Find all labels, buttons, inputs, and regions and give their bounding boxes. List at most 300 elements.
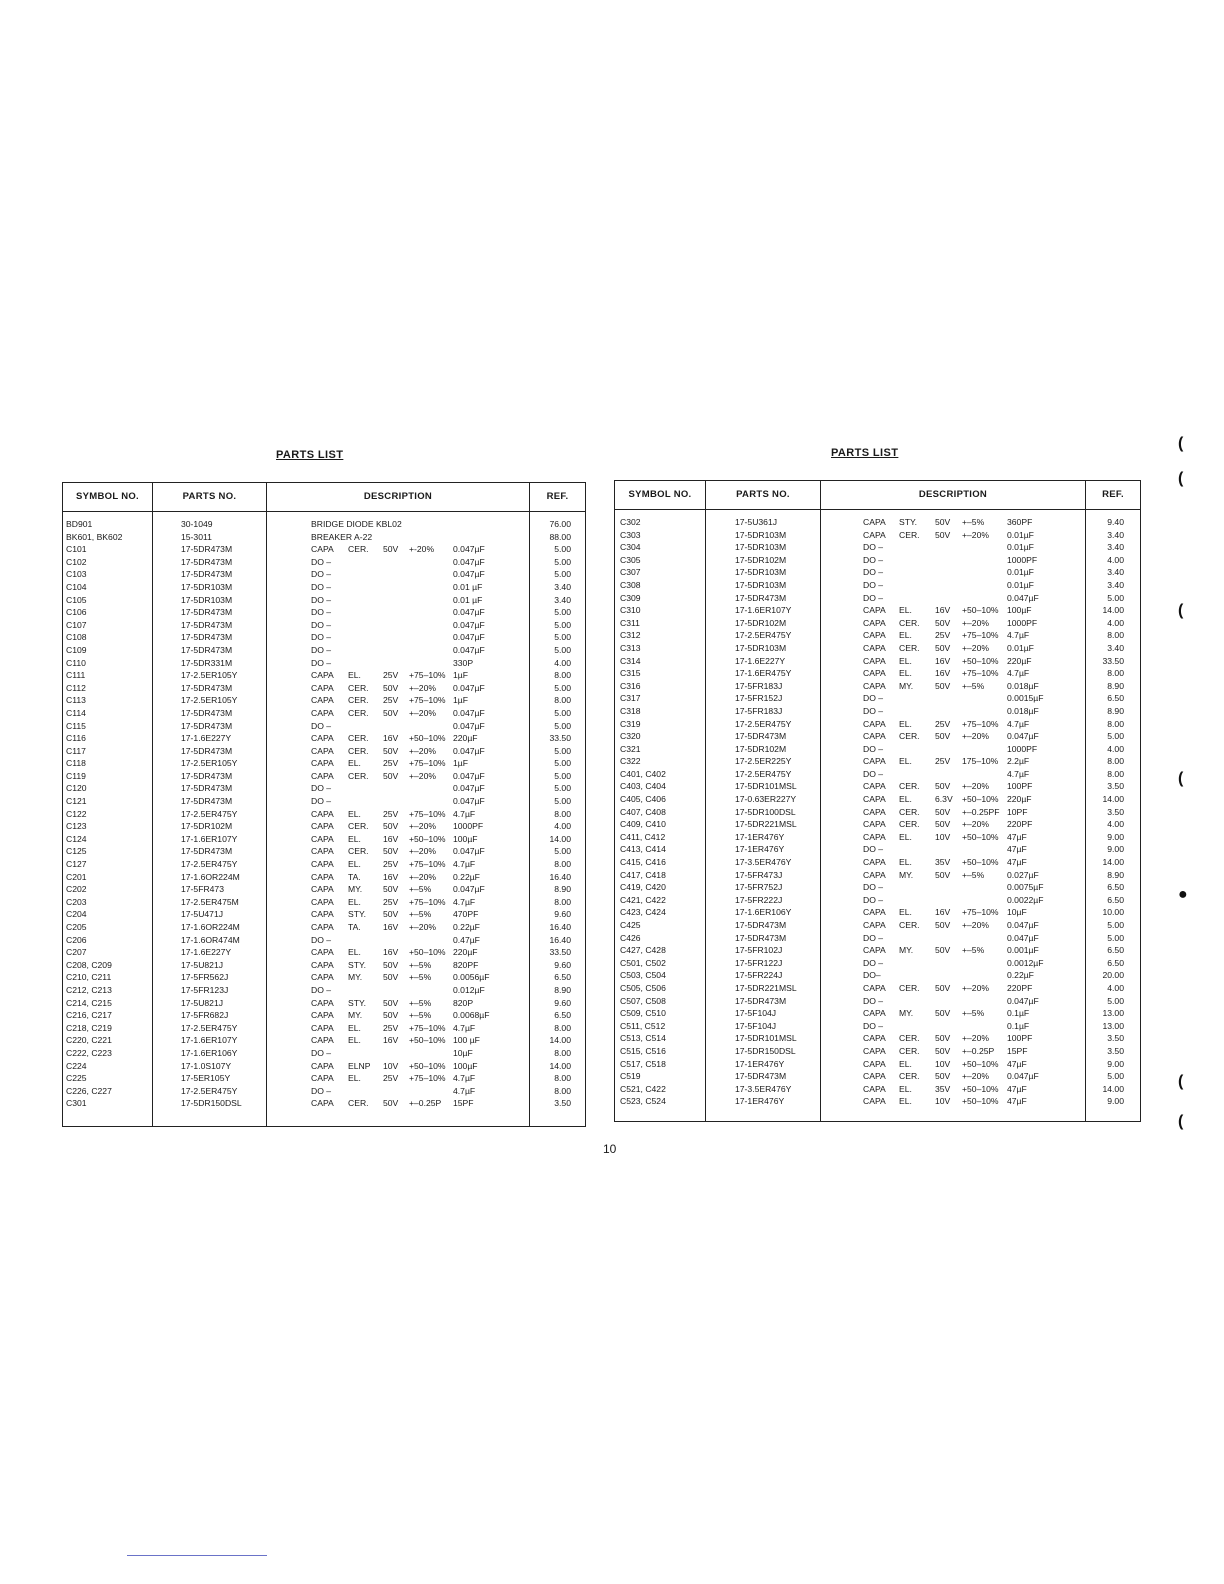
description-value-cell: 820P bbox=[453, 997, 474, 1008]
table-row bbox=[615, 969, 1140, 982]
description-tolerance-cell: +50–10% bbox=[962, 1096, 999, 1107]
binder-mark-icon: ● bbox=[1178, 886, 1188, 903]
ref-price-cell: 3.50 bbox=[1107, 1045, 1124, 1056]
description-value-cell: 2.2µF bbox=[1007, 756, 1030, 767]
symbol-cell: C313 bbox=[620, 642, 641, 653]
ref-price-cell: 8.00 bbox=[554, 859, 571, 870]
description-subtype-cell: ELNP bbox=[348, 1060, 371, 1071]
ref-price-cell: 3.40 bbox=[1107, 642, 1124, 653]
description-voltage-cell: 50V bbox=[383, 544, 399, 555]
parts-no-cell: 17-1.6ER107Y bbox=[181, 1035, 238, 1046]
symbol-cell: C505, C506 bbox=[620, 982, 666, 993]
description-tolerance-cell: +75–10% bbox=[409, 1073, 446, 1084]
description-subtype-cell: EL. bbox=[348, 670, 361, 681]
ref-price-cell: 8.00 bbox=[554, 896, 571, 907]
description-type-cell: DO – bbox=[311, 783, 332, 794]
parts-no-cell: 17-5DR473M bbox=[735, 932, 787, 943]
ref-price-cell: 14.00 bbox=[549, 1060, 571, 1071]
description-value-cell: 1000PF bbox=[453, 821, 484, 832]
description-value-cell: 15PF bbox=[453, 1098, 474, 1109]
description-tolerance-cell: 175–10% bbox=[962, 756, 999, 767]
table-row bbox=[615, 655, 1140, 668]
description-value-cell: 0.0056µF bbox=[453, 972, 490, 983]
description-tolerance-cell: +50–10% bbox=[962, 794, 999, 805]
description-type-cell: DO – bbox=[863, 932, 884, 943]
parts-no-cell: 17-1.6ER107Y bbox=[735, 605, 792, 616]
symbol-cell: BD901 bbox=[66, 519, 93, 529]
description-value-cell: 100PF bbox=[1007, 781, 1033, 792]
description-type-cell: CAPA bbox=[311, 884, 334, 895]
parts-no-cell: 17-5DR221MSL bbox=[735, 982, 797, 993]
parts-no-cell: 17-2.5ER475Y bbox=[181, 1022, 238, 1033]
description-type-cell: DO – bbox=[863, 567, 884, 578]
description-voltage-cell: 10V bbox=[935, 831, 951, 842]
parts-no-cell: 17-5DR473M bbox=[735, 592, 787, 603]
description-value-cell: 0.01 µF bbox=[453, 581, 483, 592]
description-subtype-cell: CER. bbox=[348, 544, 369, 555]
parts-no-cell: 17-5DR473M bbox=[735, 920, 787, 930]
description-tolerance-cell: +75–10% bbox=[962, 907, 999, 918]
parts-no-cell: 17-2.5ER475Y bbox=[181, 1085, 238, 1096]
description-type-cell: CAPA bbox=[311, 695, 334, 706]
description-subtype-cell: EL. bbox=[348, 833, 361, 844]
symbol-cell: C224 bbox=[66, 1060, 87, 1071]
description-voltage-cell: 50V bbox=[383, 707, 399, 718]
description-type-cell: CAPA bbox=[863, 1096, 886, 1107]
parts-no-cell: 17-5DR473M bbox=[735, 1071, 787, 1082]
parts-no-cell: 17-5FR682J bbox=[181, 1010, 229, 1021]
table-row bbox=[63, 568, 585, 581]
description-value-cell: 0.01 µF bbox=[453, 594, 483, 605]
description-value-cell: 0.01µF bbox=[1007, 642, 1034, 653]
parts-no-cell: 17-5DR473M bbox=[181, 644, 233, 655]
description-voltage-cell: 16V bbox=[935, 668, 951, 679]
description-type-cell: CAPA bbox=[311, 959, 334, 970]
table-row bbox=[63, 619, 585, 632]
table-row bbox=[63, 782, 585, 795]
description-type-cell: CAPA bbox=[311, 997, 334, 1008]
description-type-cell: CAPA bbox=[311, 909, 334, 920]
description-subtype-cell: CER. bbox=[348, 745, 369, 756]
parts-no-cell: 17-5ER105Y bbox=[181, 1073, 231, 1084]
description-voltage-cell: 50V bbox=[383, 997, 399, 1008]
description-value-cell: 10µF bbox=[453, 1047, 473, 1058]
symbol-cell: C317 bbox=[620, 693, 641, 704]
description-type-cell: CAPA bbox=[863, 1058, 886, 1069]
description-type-cell: BREAKER A-22 bbox=[311, 531, 373, 542]
table-row bbox=[63, 1072, 585, 1085]
parts-no-cell: 17-5DR100DSL bbox=[735, 806, 796, 817]
parts-no-cell: 17-5FR183J bbox=[735, 705, 783, 716]
description-voltage-cell: 25V bbox=[383, 808, 399, 819]
ref-price-cell: 8.00 bbox=[1107, 630, 1124, 641]
symbol-cell: C304 bbox=[620, 542, 641, 553]
description-tolerance-cell: +50–10% bbox=[409, 1060, 446, 1071]
table-row bbox=[615, 667, 1140, 680]
description-type-cell: CAPA bbox=[863, 945, 886, 956]
parts-no-cell: 17-3.5ER476Y bbox=[735, 857, 792, 868]
description-value-cell: 1000PF bbox=[1007, 743, 1038, 754]
parts-no-cell: 17-5DR473M bbox=[181, 544, 233, 555]
description-voltage-cell: 16V bbox=[383, 833, 399, 844]
description-tolerance-cell: +–0.25PF bbox=[962, 806, 1000, 817]
ref-price-cell: 4.00 bbox=[1107, 982, 1124, 993]
description-value-cell: 0.0015µF bbox=[1007, 693, 1044, 704]
description-value-cell: 0.01µF bbox=[1007, 529, 1034, 540]
ref-price-cell: 8.00 bbox=[1107, 668, 1124, 679]
parts-no-cell: 17-5DR473M bbox=[735, 995, 787, 1006]
description-type-cell: CAPA bbox=[311, 1010, 334, 1021]
description-type-cell: CAPA bbox=[311, 821, 334, 832]
description-value-cell: 4.7µF bbox=[1007, 718, 1030, 729]
parts-no-cell: 17-2.5ER105Y bbox=[181, 695, 238, 706]
symbol-cell: C122 bbox=[66, 808, 87, 819]
description-type-cell: DO – bbox=[863, 882, 884, 893]
description-subtype-cell: MY. bbox=[899, 945, 914, 956]
description-type-cell: CAPA bbox=[311, 1035, 334, 1046]
description-voltage-cell: 25V bbox=[383, 1022, 399, 1033]
parts-no-cell: 17-5DR102M bbox=[735, 554, 787, 565]
ref-price-cell: 8.00 bbox=[554, 1047, 571, 1058]
parts-no-cell: 17-2.5ER475Y bbox=[735, 630, 792, 641]
ref-price-cell: 4.00 bbox=[1107, 554, 1124, 565]
symbol-cell: C501, C502 bbox=[620, 957, 666, 968]
description-subtype-cell: EL. bbox=[899, 794, 912, 805]
parts-no-cell: 17-5DR103M bbox=[735, 567, 787, 578]
parts-no-cell: 17-5FR224J bbox=[735, 970, 783, 981]
table-row bbox=[63, 1060, 585, 1073]
description-voltage-cell: 10V bbox=[383, 1060, 399, 1071]
description-type-cell: CAPA bbox=[311, 770, 334, 781]
parts-no-cell: 17-1.6OR224M bbox=[181, 922, 240, 932]
table-row bbox=[615, 806, 1140, 819]
description-value-cell: 1µF bbox=[453, 758, 468, 769]
description-subtype-cell: CER. bbox=[899, 819, 920, 830]
page-number: 10 bbox=[603, 1142, 617, 1156]
description-subtype-cell: CER. bbox=[348, 846, 369, 857]
description-type-cell: CAPA bbox=[311, 758, 334, 769]
ref-price-cell: 4.00 bbox=[1107, 743, 1124, 754]
symbol-cell: C123 bbox=[66, 821, 87, 832]
parts-no-cell: 17-1ER476Y bbox=[735, 1058, 785, 1069]
description-tolerance-cell: +–20% bbox=[409, 846, 436, 857]
table-row bbox=[63, 720, 585, 733]
binder-mark-icon: ( bbox=[1178, 1073, 1184, 1090]
description-subtype-cell: EL. bbox=[899, 756, 912, 767]
description-voltage-cell: 10V bbox=[935, 1096, 951, 1107]
symbol-cell: C425 bbox=[620, 920, 641, 930]
description-type-cell: CAPA bbox=[863, 920, 886, 930]
symbol-cell: C403, C404 bbox=[620, 781, 666, 792]
symbol-cell: C119 bbox=[66, 770, 86, 781]
table-row bbox=[63, 518, 585, 531]
symbol-cell: C118 bbox=[66, 758, 86, 769]
description-subtype-cell: CER. bbox=[899, 982, 920, 993]
ref-price-cell: 5.00 bbox=[554, 707, 571, 718]
description-tolerance-cell: +–20% bbox=[962, 1071, 989, 1082]
parts-no-cell: 17-5FR222J bbox=[735, 894, 783, 905]
description-type-cell: CAPA bbox=[863, 794, 886, 805]
parts-no-cell: 17-5DR473M bbox=[181, 720, 233, 731]
symbol-cell: C507, C508 bbox=[620, 995, 666, 1006]
symbol-cell: C309 bbox=[620, 592, 641, 603]
description-type-cell: DO – bbox=[863, 579, 884, 590]
description-type-cell: CAPA bbox=[311, 972, 334, 983]
description-voltage-cell: 16V bbox=[935, 605, 951, 616]
description-type-cell: DO – bbox=[863, 542, 884, 553]
description-value-cell: 0.047µF bbox=[453, 544, 485, 555]
table-row bbox=[63, 871, 585, 884]
description-subtype-cell: MY. bbox=[899, 680, 914, 691]
table-row bbox=[63, 795, 585, 808]
description-subtype-cell: EL. bbox=[899, 655, 912, 666]
ref-price-cell: 6.50 bbox=[1107, 957, 1124, 968]
description-value-cell: 0.1µF bbox=[1007, 1020, 1030, 1031]
description-subtype-cell: STY. bbox=[348, 997, 366, 1008]
ref-price-cell: 5.00 bbox=[1107, 932, 1124, 943]
description-tolerance-cell: +–0.25P bbox=[962, 1045, 995, 1056]
ref-price-cell: 8.00 bbox=[1107, 718, 1124, 729]
table-row bbox=[63, 770, 585, 783]
table-row bbox=[63, 694, 585, 707]
description-subtype-cell: MY. bbox=[899, 1008, 914, 1019]
parts-no-cell: 17-2.5ER475Y bbox=[735, 768, 792, 779]
symbol-cell: C208, C209 bbox=[66, 959, 112, 970]
ref-price-cell: 8.90 bbox=[554, 884, 571, 895]
description-tolerance-cell: +50–10% bbox=[962, 1058, 999, 1069]
description-tolerance-cell: +75–10% bbox=[409, 896, 446, 907]
description-tolerance-cell: +–20% bbox=[962, 982, 989, 993]
symbol-cell: C320 bbox=[620, 731, 641, 742]
table-row bbox=[615, 1058, 1140, 1071]
table-row bbox=[63, 757, 585, 770]
description-subtype-cell: MY. bbox=[348, 884, 363, 895]
description-tolerance-cell: +50–10% bbox=[962, 655, 999, 666]
description-value-cell: 0.047µF bbox=[453, 556, 485, 567]
description-tolerance-cell: +75–10% bbox=[409, 808, 446, 819]
symbol-cell: C125 bbox=[66, 846, 87, 857]
ref-price-cell: 5.00 bbox=[554, 682, 571, 693]
description-tolerance-cell: +–20% bbox=[962, 642, 989, 653]
parts-no-cell: 17-1.6ER107Y bbox=[181, 833, 238, 844]
description-type-cell: DO – bbox=[311, 1085, 332, 1096]
symbol-cell: C114 bbox=[66, 707, 86, 718]
description-value-cell: 4.7µF bbox=[453, 1073, 476, 1084]
symbol-cell: C120 bbox=[66, 783, 87, 794]
description-subtype-cell: CER. bbox=[899, 617, 920, 628]
description-type-cell: CAPA bbox=[311, 833, 334, 844]
description-value-cell: 330P bbox=[453, 657, 474, 668]
ref-price-cell: 8.00 bbox=[554, 808, 571, 819]
symbol-cell: C127 bbox=[66, 859, 87, 870]
header-ref: REF. bbox=[546, 491, 569, 502]
table-row bbox=[615, 1095, 1140, 1108]
table-row bbox=[63, 946, 585, 959]
parts-no-cell: 17-5DR103M bbox=[181, 581, 233, 592]
parts-no-cell: 17-5DR101MSL bbox=[735, 781, 797, 792]
description-tolerance-cell: +50–10% bbox=[409, 947, 446, 958]
ref-price-cell: 6.50 bbox=[1107, 894, 1124, 905]
symbol-cell: C411, C412 bbox=[620, 831, 666, 842]
description-value-cell: 10µF bbox=[1007, 907, 1027, 918]
symbol-cell: C511, C512 bbox=[620, 1020, 666, 1031]
parts-no-cell: 17-1.6OR224M bbox=[181, 871, 240, 882]
ref-price-cell: 88.00 bbox=[549, 531, 571, 542]
description-subtype-cell: EL. bbox=[348, 808, 361, 819]
table-row bbox=[615, 780, 1140, 793]
table-row bbox=[615, 566, 1140, 579]
parts-no-cell: 17-5DR473M bbox=[181, 783, 233, 794]
description-voltage-cell: 35V bbox=[935, 857, 951, 868]
description-type-cell: DO – bbox=[311, 720, 332, 731]
left-parts-table bbox=[62, 482, 586, 1127]
description-type-cell: DO – bbox=[311, 569, 332, 580]
description-type-cell: CAPA bbox=[863, 781, 886, 792]
description-value-cell: 360PF bbox=[1007, 517, 1033, 527]
symbol-cell: C315 bbox=[620, 668, 641, 679]
header-parts-no: PARTS NO. bbox=[182, 491, 237, 502]
description-tolerance-cell: +–5% bbox=[409, 909, 432, 920]
parts-no-cell: 17-5DR103M bbox=[735, 642, 787, 653]
description-type-cell: CAPA bbox=[863, 718, 886, 729]
description-subtype-cell: EL. bbox=[899, 1058, 912, 1069]
binder-mark-icon: ( bbox=[1178, 1113, 1184, 1130]
ref-price-cell: 4.00 bbox=[554, 657, 571, 668]
description-subtype-cell: CER. bbox=[348, 821, 369, 832]
description-type-cell: CAPA bbox=[311, 544, 334, 555]
ref-price-cell: 10.00 bbox=[1102, 907, 1124, 918]
parts-no-cell: 17-5DR473M bbox=[735, 731, 787, 742]
description-subtype-cell: STY. bbox=[899, 517, 917, 527]
table-row bbox=[63, 606, 585, 619]
header-symbol-no: SYMBOL NO. bbox=[628, 489, 692, 500]
left-table-header bbox=[63, 483, 585, 512]
symbol-cell: C113 bbox=[66, 695, 86, 706]
ref-price-cell: 9.00 bbox=[1107, 1058, 1124, 1069]
description-type-cell: CAPA bbox=[311, 670, 334, 681]
description-tolerance-cell: +–20% bbox=[409, 707, 436, 718]
description-value-cell: 0.047µF bbox=[1007, 920, 1039, 930]
description-subtype-cell: EL. bbox=[348, 1035, 361, 1046]
description-value-cell: 0.047µF bbox=[453, 619, 485, 630]
ref-price-cell: 5.00 bbox=[1107, 995, 1124, 1006]
table-row bbox=[615, 592, 1140, 605]
description-type-cell: DO – bbox=[863, 844, 884, 855]
description-type-cell: CAPA bbox=[863, 869, 886, 880]
description-type-cell: DO – bbox=[863, 705, 884, 716]
table-row bbox=[63, 732, 585, 745]
description-voltage-cell: 50V bbox=[935, 781, 951, 792]
table-row bbox=[615, 705, 1140, 718]
description-type-cell: CAPA bbox=[863, 831, 886, 842]
ref-price-cell: 33.50 bbox=[549, 733, 571, 744]
description-value-cell: 4.7µF bbox=[453, 896, 476, 907]
ref-price-cell: 3.50 bbox=[1107, 781, 1124, 792]
ref-price-cell: 8.00 bbox=[554, 1073, 571, 1084]
ref-price-cell: 4.00 bbox=[1107, 819, 1124, 830]
symbol-cell: C212, C213 bbox=[66, 984, 112, 995]
symbol-cell: C311 bbox=[620, 617, 640, 628]
description-subtype-cell: EL. bbox=[899, 907, 912, 918]
description-type-cell: CAPA bbox=[311, 947, 334, 958]
ref-price-cell: 5.00 bbox=[554, 796, 571, 807]
description-value-cell: 0.047µF bbox=[453, 644, 485, 655]
description-voltage-cell: 50V bbox=[383, 682, 399, 693]
description-value-cell: 0.018µF bbox=[1007, 705, 1039, 716]
parts-no-cell: 17-5DR473M bbox=[181, 682, 233, 693]
ref-price-cell: 5.00 bbox=[554, 544, 571, 555]
description-tolerance-cell: +–20% bbox=[962, 617, 989, 628]
description-value-cell: 15PF bbox=[1007, 1045, 1028, 1056]
description-type-cell: DO – bbox=[311, 644, 332, 655]
description-value-cell: 0.027µF bbox=[1007, 869, 1039, 880]
description-value-cell: 0.47µF bbox=[453, 934, 480, 945]
description-value-cell: 100µF bbox=[1007, 605, 1032, 616]
ref-price-cell: 5.00 bbox=[554, 720, 571, 731]
description-tolerance-cell: +–5% bbox=[962, 869, 985, 880]
description-tolerance-cell: +50–10% bbox=[962, 1083, 999, 1094]
ref-price-cell: 14.00 bbox=[549, 833, 571, 844]
symbol-cell: C523, C524 bbox=[620, 1096, 666, 1107]
symbol-cell: C101 bbox=[66, 544, 87, 555]
ref-price-cell: 9.60 bbox=[554, 997, 571, 1008]
description-type-cell: CAPA bbox=[863, 668, 886, 679]
ref-price-cell: 5.00 bbox=[554, 745, 571, 756]
ref-price-cell: 3.40 bbox=[1107, 542, 1124, 553]
description-value-cell: 100µF bbox=[453, 833, 478, 844]
description-value-cell: 4.7µF bbox=[453, 808, 476, 819]
description-value-cell: 0.047µF bbox=[1007, 731, 1039, 742]
description-type-cell: DO – bbox=[311, 619, 332, 630]
description-voltage-cell: 50V bbox=[935, 617, 951, 628]
description-subtype-cell: CER. bbox=[899, 781, 920, 792]
parts-no-cell: 17-5DR473M bbox=[181, 632, 233, 643]
description-type-cell: CAPA bbox=[311, 1098, 334, 1109]
description-voltage-cell: 50V bbox=[383, 1098, 399, 1109]
description-subtype-cell: CER. bbox=[348, 682, 369, 693]
description-value-cell: 0.018µF bbox=[1007, 680, 1039, 691]
description-type-cell: CAPA bbox=[863, 806, 886, 817]
description-value-cell: 0.01µF bbox=[1007, 567, 1034, 578]
description-value-cell: 0.047µF bbox=[1007, 592, 1039, 603]
description-subtype-cell: CER. bbox=[899, 731, 920, 742]
ref-price-cell: 5.00 bbox=[554, 632, 571, 643]
description-value-cell: 0.22µF bbox=[453, 871, 480, 882]
description-subtype-cell: STY. bbox=[348, 959, 366, 970]
description-type-cell: CAPA bbox=[311, 896, 334, 907]
description-voltage-cell: 25V bbox=[383, 859, 399, 870]
parts-no-cell: 17-1.6ER106Y bbox=[181, 1047, 238, 1058]
symbol-cell: C303 bbox=[620, 529, 641, 540]
description-value-cell: 0.1µF bbox=[1007, 1008, 1030, 1019]
description-voltage-cell: 50V bbox=[935, 517, 951, 527]
description-value-cell: 0.047µF bbox=[453, 745, 485, 756]
table-row bbox=[63, 745, 585, 758]
description-voltage-cell: 50V bbox=[935, 920, 951, 930]
description-type-cell: CAPA bbox=[311, 745, 334, 756]
parts-no-cell: 17-2.5ER105Y bbox=[181, 758, 238, 769]
description-type-cell: CAPA bbox=[863, 1045, 886, 1056]
symbol-cell: C419, C420 bbox=[620, 882, 666, 893]
ref-price-cell: 8.90 bbox=[1107, 680, 1124, 691]
parts-no-cell: 17-5DR473M bbox=[181, 569, 233, 580]
ref-price-cell: 3.40 bbox=[1107, 567, 1124, 578]
description-tolerance-cell: +75–10% bbox=[409, 670, 446, 681]
ref-price-cell: 4.00 bbox=[554, 821, 571, 832]
description-value-cell: 1µF bbox=[453, 695, 468, 706]
table-row bbox=[63, 1047, 585, 1060]
symbol-cell: C407, C408 bbox=[620, 806, 666, 817]
